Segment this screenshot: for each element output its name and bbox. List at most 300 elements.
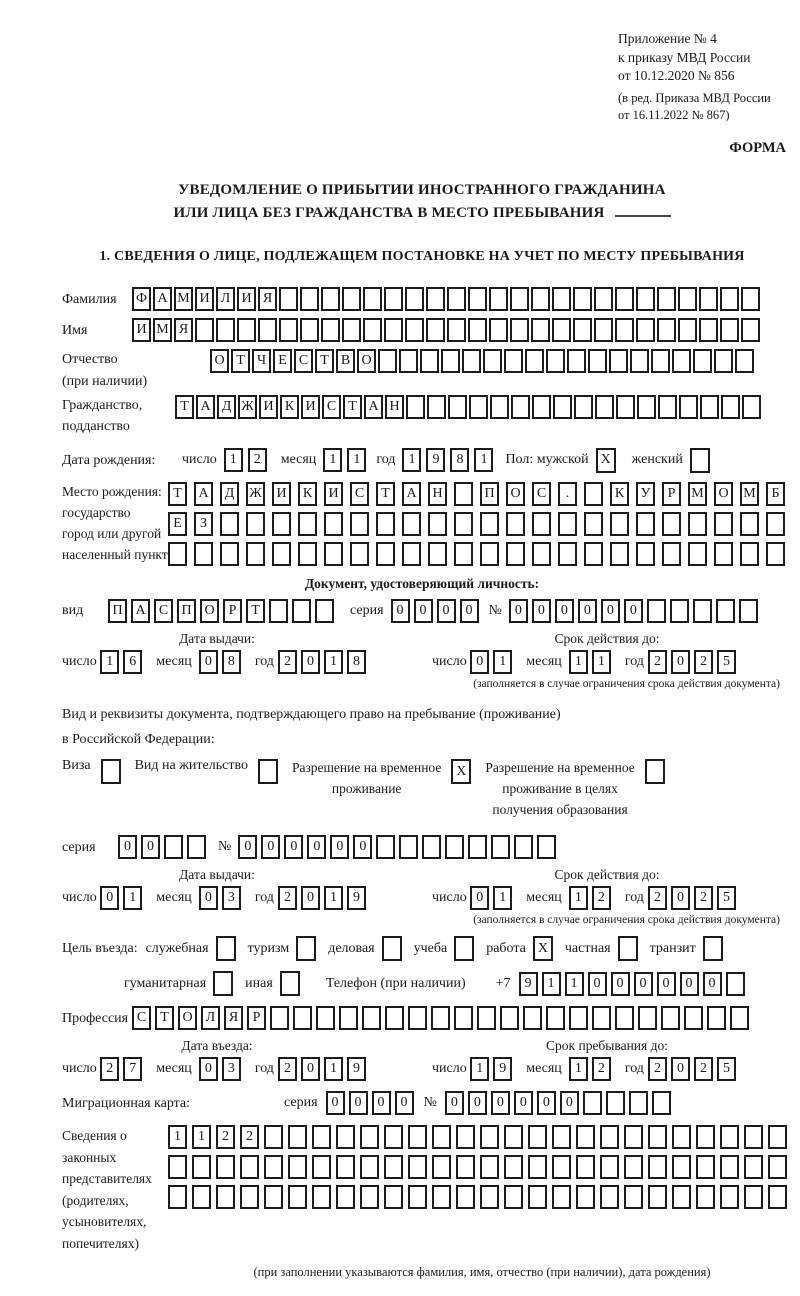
char-box[interactable]	[740, 512, 759, 536]
char-box[interactable]	[432, 1185, 451, 1209]
char-box[interactable]	[506, 512, 525, 536]
char-box[interactable]: М	[688, 482, 707, 506]
char-box[interactable]	[600, 1125, 619, 1149]
char-box[interactable]	[350, 512, 369, 536]
char-box[interactable]	[288, 1125, 307, 1149]
char-box[interactable]: 0	[470, 886, 489, 910]
char-box[interactable]	[662, 542, 681, 566]
char-box[interactable]: 3	[222, 1057, 241, 1081]
char-box[interactable]	[405, 287, 424, 311]
char-box[interactable]	[699, 287, 718, 311]
char-box[interactable]	[510, 287, 529, 311]
char-box[interactable]	[652, 1091, 671, 1115]
char-box[interactable]	[588, 349, 607, 373]
char-box[interactable]: 0	[532, 599, 551, 623]
char-box[interactable]	[558, 512, 577, 536]
char-box[interactable]: З	[194, 512, 213, 536]
char-box[interactable]	[696, 1125, 715, 1149]
char-box[interactable]: Е	[168, 512, 187, 536]
char-box[interactable]	[480, 1185, 499, 1209]
char-box[interactable]	[490, 395, 509, 419]
char-box[interactable]: 1	[324, 1057, 343, 1081]
char-box[interactable]: 5	[717, 650, 736, 674]
char-box[interactable]	[584, 512, 603, 536]
char-box[interactable]: 2	[592, 1057, 611, 1081]
char-box[interactable]	[480, 1125, 499, 1149]
char-box[interactable]	[240, 1185, 259, 1209]
char-box[interactable]	[696, 1185, 715, 1209]
char-box[interactable]	[454, 482, 473, 506]
char-box[interactable]: 2	[100, 1057, 119, 1081]
char-box[interactable]: 2	[592, 886, 611, 910]
char-box[interactable]	[192, 1155, 211, 1179]
char-box[interactable]	[441, 349, 460, 373]
char-box[interactable]	[651, 349, 670, 373]
char-box[interactable]	[456, 1185, 475, 1209]
char-box[interactable]: 0	[391, 599, 410, 623]
char-box[interactable]: 0	[141, 835, 160, 859]
char-box[interactable]: Т	[246, 599, 265, 623]
char-box[interactable]: А	[194, 482, 213, 506]
char-box[interactable]: 2	[648, 886, 667, 910]
char-box[interactable]: 0	[100, 886, 119, 910]
char-box[interactable]	[491, 835, 510, 859]
char-box[interactable]: Ф	[132, 287, 151, 311]
char-box[interactable]	[288, 1185, 307, 1209]
char-box[interactable]	[168, 542, 187, 566]
char-box[interactable]	[670, 599, 689, 623]
char-box[interactable]	[511, 395, 530, 419]
char-box[interactable]	[615, 287, 634, 311]
char-box[interactable]	[609, 349, 628, 373]
char-box[interactable]	[312, 1155, 331, 1179]
char-box[interactable]	[342, 287, 361, 311]
char-box[interactable]	[504, 1155, 523, 1179]
char-box[interactable]: Т	[315, 349, 334, 373]
char-box[interactable]	[672, 349, 691, 373]
char-box[interactable]	[428, 512, 447, 536]
char-box[interactable]: 2	[216, 1125, 235, 1149]
char-box[interactable]: О	[200, 599, 219, 623]
char-box[interactable]	[592, 1006, 611, 1030]
char-box[interactable]: Ж	[246, 482, 265, 506]
char-box[interactable]	[647, 599, 666, 623]
char-box[interactable]	[324, 542, 343, 566]
char-box[interactable]	[237, 318, 256, 342]
char-box[interactable]: О	[714, 482, 733, 506]
char-box[interactable]	[264, 1185, 283, 1209]
char-box[interactable]: 0	[395, 1091, 414, 1115]
char-box[interactable]: Ч	[252, 349, 271, 373]
char-box[interactable]	[552, 318, 571, 342]
char-box[interactable]: А	[364, 395, 383, 419]
char-box[interactable]	[220, 542, 239, 566]
char-box[interactable]: П	[177, 599, 196, 623]
char-box[interactable]	[636, 542, 655, 566]
char-box[interactable]	[636, 287, 655, 311]
char-box[interactable]	[703, 936, 723, 961]
char-box[interactable]: 0	[330, 835, 349, 859]
char-box[interactable]	[716, 599, 735, 623]
char-box[interactable]: 8	[222, 650, 241, 674]
char-box[interactable]: 1	[224, 448, 243, 472]
char-box[interactable]	[595, 395, 614, 419]
char-box[interactable]: 1	[192, 1125, 211, 1149]
char-box[interactable]	[336, 1185, 355, 1209]
char-box[interactable]	[576, 1185, 595, 1209]
char-box[interactable]	[573, 287, 592, 311]
char-box[interactable]: 0	[671, 1057, 690, 1081]
char-box[interactable]	[376, 542, 395, 566]
char-box[interactable]: 0	[301, 650, 320, 674]
char-box[interactable]: 0	[353, 835, 372, 859]
char-box[interactable]	[532, 395, 551, 419]
char-box[interactable]	[376, 512, 395, 536]
char-box[interactable]	[321, 287, 340, 311]
char-box[interactable]	[525, 349, 544, 373]
char-box[interactable]	[168, 1155, 187, 1179]
char-box[interactable]	[699, 318, 718, 342]
char-box[interactable]	[399, 349, 418, 373]
char-box[interactable]: 1	[493, 886, 512, 910]
char-box[interactable]	[454, 542, 473, 566]
char-box[interactable]	[672, 1125, 691, 1149]
char-box[interactable]: 0	[199, 650, 218, 674]
char-box[interactable]	[246, 542, 265, 566]
char-box[interactable]	[384, 1155, 403, 1179]
char-box[interactable]: 0	[437, 599, 456, 623]
char-box[interactable]	[272, 542, 291, 566]
char-box[interactable]	[385, 1006, 404, 1030]
char-box[interactable]	[296, 936, 316, 961]
char-box[interactable]	[648, 1125, 667, 1149]
char-box[interactable]: 0	[560, 1091, 579, 1115]
char-box[interactable]	[615, 1006, 634, 1030]
char-box[interactable]	[213, 971, 233, 996]
char-box[interactable]	[658, 395, 677, 419]
char-box[interactable]	[336, 1155, 355, 1179]
char-box[interactable]: 1	[493, 650, 512, 674]
char-box[interactable]	[552, 1185, 571, 1209]
char-box[interactable]	[456, 1125, 475, 1149]
char-box[interactable]: Е	[273, 349, 292, 373]
char-box[interactable]	[594, 287, 613, 311]
char-box[interactable]: И	[195, 287, 214, 311]
char-box[interactable]	[610, 542, 629, 566]
char-box[interactable]	[445, 835, 464, 859]
char-box[interactable]: 9	[347, 1057, 366, 1081]
char-box[interactable]: Я	[174, 318, 193, 342]
char-box[interactable]	[362, 1006, 381, 1030]
char-box[interactable]	[552, 287, 571, 311]
char-box[interactable]	[528, 1185, 547, 1209]
char-box[interactable]	[693, 599, 712, 623]
char-box[interactable]	[506, 542, 525, 566]
char-box[interactable]: 0	[470, 650, 489, 674]
char-box[interactable]	[744, 1155, 763, 1179]
char-box[interactable]: 0	[634, 972, 653, 996]
char-box[interactable]: Т	[155, 1006, 174, 1030]
char-box[interactable]	[432, 1155, 451, 1179]
char-box[interactable]: В	[336, 349, 355, 373]
char-box[interactable]	[744, 1185, 763, 1209]
char-box[interactable]	[422, 835, 441, 859]
char-box[interactable]: С	[132, 1006, 151, 1030]
char-box[interactable]	[480, 1155, 499, 1179]
char-box[interactable]	[693, 349, 712, 373]
char-box[interactable]	[454, 512, 473, 536]
char-box[interactable]	[510, 318, 529, 342]
char-box[interactable]: 0	[326, 1091, 345, 1115]
char-box[interactable]	[468, 287, 487, 311]
char-box[interactable]	[363, 318, 382, 342]
char-box[interactable]	[531, 318, 550, 342]
char-box[interactable]	[528, 1155, 547, 1179]
char-box[interactable]	[500, 1006, 519, 1030]
char-box[interactable]	[384, 287, 403, 311]
char-box[interactable]: Т	[343, 395, 362, 419]
char-box[interactable]	[657, 287, 676, 311]
char-box[interactable]	[636, 512, 655, 536]
char-box[interactable]: К	[280, 395, 299, 419]
char-box[interactable]: 8	[450, 448, 469, 472]
char-box[interactable]: А	[153, 287, 172, 311]
char-box[interactable]	[741, 287, 760, 311]
char-box[interactable]: 9	[493, 1057, 512, 1081]
char-box[interactable]	[600, 1185, 619, 1209]
char-box[interactable]	[721, 395, 740, 419]
char-box[interactable]	[408, 1006, 427, 1030]
char-box[interactable]	[315, 599, 334, 623]
char-box[interactable]	[288, 1155, 307, 1179]
char-box[interactable]	[264, 1155, 283, 1179]
char-box[interactable]: 1	[542, 972, 561, 996]
char-box[interactable]: 0	[468, 1091, 487, 1115]
char-box[interactable]	[735, 349, 754, 373]
char-box[interactable]: 9	[347, 886, 366, 910]
char-box[interactable]	[312, 1185, 331, 1209]
char-box[interactable]	[195, 318, 214, 342]
char-box[interactable]: 0	[657, 972, 676, 996]
char-box[interactable]	[537, 835, 556, 859]
char-box[interactable]	[636, 318, 655, 342]
char-box[interactable]	[528, 1125, 547, 1149]
char-box[interactable]	[324, 512, 343, 536]
char-box[interactable]	[246, 512, 265, 536]
char-box[interactable]	[648, 1185, 667, 1209]
char-box[interactable]	[468, 318, 487, 342]
char-box[interactable]: Я	[224, 1006, 243, 1030]
char-box[interactable]: 5	[717, 1057, 736, 1081]
char-box[interactable]	[730, 1006, 749, 1030]
char-box[interactable]	[194, 542, 213, 566]
char-box[interactable]	[384, 1125, 403, 1149]
char-box[interactable]: 1	[474, 448, 493, 472]
char-box[interactable]: 2	[694, 650, 713, 674]
char-box[interactable]	[514, 835, 533, 859]
char-box[interactable]: 2	[278, 886, 297, 910]
char-box[interactable]	[720, 318, 739, 342]
char-box[interactable]	[558, 542, 577, 566]
char-box[interactable]: 0	[372, 1091, 391, 1115]
char-box[interactable]: 0	[537, 1091, 556, 1115]
char-box[interactable]	[504, 1185, 523, 1209]
char-box[interactable]	[462, 349, 481, 373]
char-box[interactable]	[342, 318, 361, 342]
char-box[interactable]	[382, 936, 402, 961]
char-box[interactable]: Р	[662, 482, 681, 506]
char-box[interactable]: П	[108, 599, 127, 623]
char-box[interactable]	[606, 1091, 625, 1115]
char-box[interactable]: 0	[514, 1091, 533, 1115]
char-box[interactable]	[532, 512, 551, 536]
char-box[interactable]: С	[154, 599, 173, 623]
char-box[interactable]: 0	[460, 599, 479, 623]
char-box[interactable]: А	[402, 482, 421, 506]
char-box[interactable]	[576, 1125, 595, 1149]
char-box[interactable]	[679, 395, 698, 419]
char-box[interactable]	[696, 1155, 715, 1179]
char-box[interactable]	[279, 287, 298, 311]
char-box[interactable]	[360, 1125, 379, 1149]
char-box[interactable]: И	[132, 318, 151, 342]
char-box[interactable]	[624, 1155, 643, 1179]
char-box[interactable]	[532, 542, 551, 566]
char-box[interactable]	[350, 542, 369, 566]
char-box[interactable]	[216, 1155, 235, 1179]
char-box[interactable]	[483, 349, 502, 373]
char-box[interactable]: С	[294, 349, 313, 373]
char-box[interactable]	[427, 395, 446, 419]
char-box[interactable]: 0	[445, 1091, 464, 1115]
char-box[interactable]: 1	[592, 650, 611, 674]
char-box[interactable]	[615, 318, 634, 342]
char-box[interactable]	[661, 1006, 680, 1030]
char-box[interactable]: 8	[347, 650, 366, 674]
char-box[interactable]	[300, 318, 319, 342]
char-box[interactable]	[489, 287, 508, 311]
char-box[interactable]: Т	[231, 349, 250, 373]
char-box[interactable]	[454, 1006, 473, 1030]
char-box[interactable]	[168, 1185, 187, 1209]
char-box[interactable]	[293, 1006, 312, 1030]
char-box[interactable]	[258, 318, 277, 342]
char-box[interactable]: 1	[123, 886, 142, 910]
char-box[interactable]	[454, 936, 474, 961]
char-box[interactable]	[766, 512, 785, 536]
char-box[interactable]	[624, 1185, 643, 1209]
char-box[interactable]	[384, 1185, 403, 1209]
char-box[interactable]: 1	[402, 448, 421, 472]
char-box[interactable]: И	[259, 395, 278, 419]
char-box[interactable]: М	[153, 318, 172, 342]
char-box[interactable]: Р	[223, 599, 242, 623]
char-box[interactable]: 0	[680, 972, 699, 996]
char-box[interactable]	[216, 1185, 235, 1209]
char-box[interactable]	[164, 835, 183, 859]
char-box[interactable]: 1	[324, 886, 343, 910]
char-box[interactable]	[546, 1006, 565, 1030]
char-box[interactable]: 0	[491, 1091, 510, 1115]
char-box[interactable]	[584, 542, 603, 566]
char-box[interactable]: У	[636, 482, 655, 506]
char-box[interactable]	[101, 759, 121, 784]
char-box[interactable]	[489, 318, 508, 342]
char-box[interactable]: С	[350, 482, 369, 506]
char-box[interactable]	[714, 512, 733, 536]
char-box[interactable]	[432, 1125, 451, 1149]
char-box[interactable]	[672, 1185, 691, 1209]
char-box[interactable]: 0	[509, 599, 528, 623]
char-box[interactable]: 0	[284, 835, 303, 859]
char-box[interactable]: 0	[671, 886, 690, 910]
char-box[interactable]	[447, 287, 466, 311]
char-box[interactable]	[688, 512, 707, 536]
char-box[interactable]	[426, 318, 445, 342]
char-box[interactable]	[264, 1125, 283, 1149]
char-box[interactable]: Т	[168, 482, 187, 506]
char-box[interactable]	[657, 318, 676, 342]
char-box[interactable]	[690, 448, 710, 473]
char-box[interactable]	[688, 542, 707, 566]
char-box[interactable]	[269, 599, 288, 623]
char-box[interactable]	[726, 972, 745, 996]
char-box[interactable]: К	[610, 482, 629, 506]
char-box[interactable]	[768, 1185, 787, 1209]
char-box[interactable]: 0	[349, 1091, 368, 1115]
char-box[interactable]	[610, 512, 629, 536]
char-box[interactable]	[339, 1006, 358, 1030]
char-box[interactable]: 2	[648, 1057, 667, 1081]
char-box[interactable]	[624, 1125, 643, 1149]
char-box[interactable]	[300, 287, 319, 311]
char-box[interactable]: С	[322, 395, 341, 419]
char-box[interactable]	[312, 1125, 331, 1149]
char-box[interactable]	[272, 512, 291, 536]
char-box[interactable]	[600, 1155, 619, 1179]
char-box[interactable]	[270, 1006, 289, 1030]
char-box[interactable]: 6	[123, 650, 142, 674]
char-box[interactable]: 0	[301, 886, 320, 910]
char-box[interactable]	[576, 1155, 595, 1179]
char-box[interactable]	[448, 395, 467, 419]
char-box[interactable]	[594, 318, 613, 342]
char-box[interactable]: 9	[426, 448, 445, 472]
char-box[interactable]	[406, 395, 425, 419]
char-box[interactable]	[672, 1155, 691, 1179]
char-box[interactable]: Я	[258, 287, 277, 311]
char-box[interactable]: А	[131, 599, 150, 623]
char-box[interactable]	[720, 287, 739, 311]
char-box[interactable]: 0	[671, 650, 690, 674]
char-box[interactable]: С	[532, 482, 551, 506]
char-box[interactable]	[739, 599, 758, 623]
char-box[interactable]	[766, 542, 785, 566]
char-box[interactable]: 0	[199, 886, 218, 910]
char-box[interactable]: 1	[565, 972, 584, 996]
char-box[interactable]: 1	[569, 886, 588, 910]
char-box[interactable]: М	[174, 287, 193, 311]
char-box[interactable]: И	[324, 482, 343, 506]
char-box[interactable]: 0	[555, 599, 574, 623]
char-box[interactable]	[768, 1155, 787, 1179]
char-box[interactable]	[480, 542, 499, 566]
char-box[interactable]	[216, 318, 235, 342]
char-box[interactable]	[360, 1155, 379, 1179]
char-box[interactable]	[321, 318, 340, 342]
char-box[interactable]: А	[196, 395, 215, 419]
char-box[interactable]	[298, 512, 317, 536]
